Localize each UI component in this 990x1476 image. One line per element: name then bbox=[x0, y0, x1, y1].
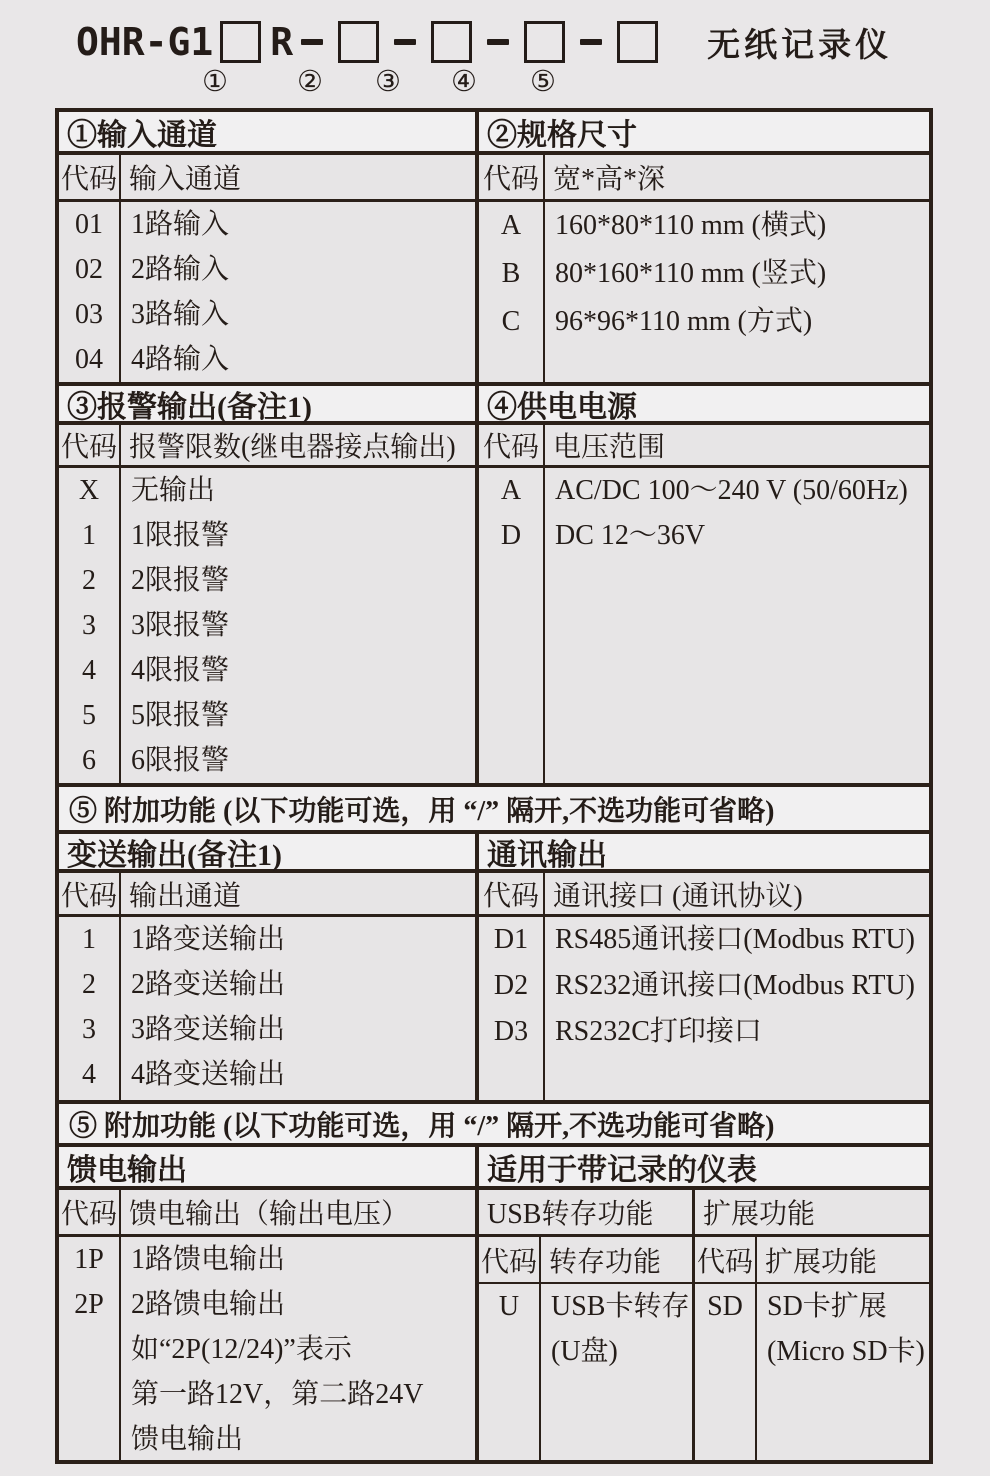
ordering-table bbox=[55, 108, 933, 1464]
col-header-code: 代码 bbox=[479, 1237, 541, 1282]
header-row bbox=[59, 155, 475, 202]
model-code-box-4 bbox=[524, 21, 565, 63]
block-alarm-power bbox=[59, 382, 929, 783]
code-cell: D2 bbox=[493, 970, 529, 1001]
section-comm-output bbox=[479, 834, 929, 1100]
model-name: OHR-G1 bbox=[76, 20, 214, 64]
header-row bbox=[59, 1190, 475, 1237]
desc-cell: (U盘) bbox=[551, 1336, 618, 1367]
desc-cell: 2路馈电输出 bbox=[131, 1289, 286, 1320]
code-cell: X bbox=[78, 475, 100, 506]
col-header-desc: 通讯接口 (通讯协议) bbox=[553, 880, 803, 912]
desc-column bbox=[545, 202, 929, 382]
col-header-desc: 转存功能 bbox=[549, 1246, 662, 1278]
record-feature-groups bbox=[479, 1190, 929, 1460]
desc-cell: 4路变送输出 bbox=[131, 1059, 286, 1090]
desc-cell: 2路变送输出 bbox=[131, 969, 286, 1000]
desc-cell: AC/DC 100～240 V (50/60Hz) bbox=[555, 475, 908, 506]
code-column bbox=[479, 1284, 541, 1460]
header-row bbox=[479, 873, 929, 917]
section-body bbox=[479, 202, 929, 382]
desc-cell: USB卡转存 bbox=[551, 1291, 690, 1322]
group-body bbox=[695, 1284, 929, 1460]
header-row bbox=[59, 425, 475, 468]
code-cell: 2P bbox=[74, 1289, 104, 1320]
desc-cell: 2路输入 bbox=[131, 254, 230, 285]
code-cell: 3 bbox=[82, 1014, 96, 1045]
code-cell: 5 bbox=[82, 700, 96, 731]
desc-cell: 2限报警 bbox=[131, 565, 230, 596]
section-body bbox=[59, 468, 475, 783]
desc-cell: 无输出 bbox=[131, 475, 216, 506]
code-column bbox=[479, 917, 545, 1100]
desc-cell: 96*96*110 mm (方式) bbox=[555, 306, 813, 337]
code-cell: 2 bbox=[82, 565, 96, 596]
section-body bbox=[479, 468, 929, 783]
code-cell: C bbox=[501, 306, 521, 337]
section-body bbox=[59, 1237, 475, 1460]
code-cell: 03 bbox=[75, 299, 103, 330]
code-cell: 6 bbox=[82, 745, 96, 776]
code-cell: 3 bbox=[82, 610, 96, 641]
section-body bbox=[479, 917, 929, 1100]
product-name: 无纸记录仪 bbox=[707, 27, 893, 64]
code-column bbox=[695, 1284, 757, 1460]
note-line: 馈电输出 bbox=[131, 1424, 244, 1455]
addon-functions-banner: ⑤ 附加功能 (以下功能可选，用 “/” 隔开,不选功能可省略) bbox=[59, 1100, 929, 1143]
desc-cell: SD卡扩展 bbox=[767, 1291, 887, 1322]
code-column bbox=[59, 1237, 121, 1460]
desc-column bbox=[541, 1284, 692, 1460]
col-header-desc: 馈电输出（输出电压） bbox=[129, 1199, 410, 1230]
code-cell: 04 bbox=[75, 344, 103, 375]
desc-column bbox=[121, 917, 475, 1100]
note-line: 如“2P(12/24)”表示 bbox=[131, 1334, 352, 1365]
position-label-2: ② bbox=[297, 66, 323, 98]
model-code-box-5 bbox=[617, 21, 658, 63]
desc-column bbox=[121, 1237, 475, 1460]
header-row bbox=[479, 425, 929, 468]
desc-cell: 4路输入 bbox=[131, 344, 230, 375]
block-input-dimensions bbox=[59, 112, 929, 382]
desc-cell: 1限报警 bbox=[131, 520, 230, 551]
dash-separator bbox=[487, 39, 509, 45]
desc-cell: 6限报警 bbox=[131, 745, 230, 776]
note-line: 第一路12V，第二路24V bbox=[131, 1379, 424, 1410]
col-header-desc: 宽*高*深 bbox=[553, 164, 666, 195]
desc-column bbox=[757, 1284, 929, 1460]
model-code-box-2 bbox=[338, 21, 379, 63]
code-cell: 1P bbox=[74, 1244, 104, 1275]
block-transmit-comm bbox=[59, 830, 929, 1100]
col-header-code: 代码 bbox=[59, 873, 121, 914]
desc-column bbox=[121, 468, 475, 783]
group-sd-expansion bbox=[695, 1190, 929, 1460]
header-row bbox=[695, 1237, 929, 1284]
header-row bbox=[479, 155, 929, 202]
section-record-features bbox=[479, 1147, 929, 1460]
col-header-desc: 输出通道 bbox=[129, 880, 242, 912]
code-cell: D3 bbox=[493, 1016, 529, 1047]
section-alarm-output bbox=[59, 386, 479, 783]
desc-cell: 1路变送输出 bbox=[131, 924, 286, 955]
section-body bbox=[59, 917, 475, 1100]
group-title-sd: 扩展功能 bbox=[695, 1190, 929, 1237]
section-title-record-features: 适用于带记录的仪表 bbox=[479, 1147, 929, 1190]
code-cell: 4 bbox=[82, 1059, 96, 1090]
section-title-input-channels: ①输入通道 bbox=[59, 112, 475, 155]
col-header-code: 代码 bbox=[479, 155, 545, 199]
desc-cell: 3限报警 bbox=[131, 610, 230, 641]
section-title-dimensions: ②规格尺寸 bbox=[479, 112, 929, 155]
desc-cell: RS232通讯接口(Modbus RTU) bbox=[555, 970, 916, 1001]
code-cell: 2 bbox=[82, 969, 96, 1000]
section-dimensions bbox=[479, 112, 929, 382]
col-header-desc: 输入通道 bbox=[129, 164, 242, 195]
section-input-channels bbox=[59, 112, 479, 382]
code-column bbox=[59, 202, 121, 382]
position-label-1: ① bbox=[202, 66, 228, 98]
col-header-code: 代码 bbox=[479, 873, 545, 914]
section-transmit-output bbox=[59, 834, 479, 1100]
desc-column bbox=[545, 917, 929, 1100]
code-cell: B bbox=[501, 258, 521, 289]
code-cell: 1 bbox=[82, 924, 96, 955]
section-title-feed-output: 馈电输出 bbox=[59, 1147, 475, 1190]
col-header-desc: 扩展功能 bbox=[765, 1246, 878, 1278]
section-title-comm-output: 通讯输出 bbox=[479, 834, 929, 873]
desc-cell: RS485通讯接口(Modbus RTU) bbox=[555, 924, 916, 955]
section-body bbox=[59, 202, 475, 382]
group-usb-transfer bbox=[479, 1190, 695, 1460]
col-header-code: 代码 bbox=[479, 425, 545, 465]
code-column bbox=[59, 468, 121, 783]
desc-cell: 4限报警 bbox=[131, 655, 230, 686]
desc-cell: 160*80*110 mm (横式) bbox=[555, 210, 827, 241]
code-cell: 01 bbox=[75, 209, 103, 240]
model-r-label: R bbox=[270, 20, 294, 64]
code-cell: 02 bbox=[75, 254, 103, 285]
col-header-desc: 电压范围 bbox=[553, 432, 666, 463]
code-column bbox=[479, 202, 545, 382]
section-title-transmit-output: 变送输出(备注1) bbox=[59, 834, 475, 873]
code-cell: U bbox=[498, 1291, 520, 1322]
code-cell: D bbox=[500, 520, 522, 551]
header-row bbox=[479, 1237, 692, 1284]
code-cell: D1 bbox=[493, 924, 529, 955]
position-label-4: ④ bbox=[451, 66, 477, 98]
model-code-line bbox=[76, 18, 892, 66]
section-title-alarm-output: ③报警输出(备注1) bbox=[59, 386, 475, 425]
desc-cell: 3路输入 bbox=[131, 299, 230, 330]
block-feed-record bbox=[59, 1143, 929, 1460]
model-code-box-1 bbox=[220, 21, 261, 63]
model-code-box-3 bbox=[431, 21, 472, 63]
desc-cell: 5限报警 bbox=[131, 700, 230, 731]
desc-cell: 1路馈电输出 bbox=[131, 1244, 286, 1275]
col-header-code: 代码 bbox=[59, 155, 121, 199]
desc-column bbox=[545, 468, 929, 783]
position-label-3: ③ bbox=[375, 66, 401, 98]
code-cell: 1 bbox=[82, 520, 96, 551]
desc-cell: (Micro SD卡) bbox=[767, 1336, 925, 1367]
dash-separator bbox=[394, 39, 416, 45]
desc-column bbox=[121, 202, 475, 382]
dash-separator bbox=[580, 39, 602, 45]
desc-cell: 1路输入 bbox=[131, 209, 230, 240]
addon-functions-banner: ⑤ 附加功能 (以下功能可选，用 “/” 隔开,不选功能可省略) bbox=[59, 783, 929, 830]
code-cell: A bbox=[500, 475, 522, 506]
section-title-power-supply: ④供电电源 bbox=[479, 386, 929, 425]
code-cell: A bbox=[500, 210, 522, 241]
col-header-code: 代码 bbox=[59, 1190, 121, 1234]
group-title-usb: USB转存功能 bbox=[479, 1190, 692, 1237]
header-row bbox=[59, 873, 475, 917]
code-cell: SD bbox=[707, 1291, 743, 1322]
col-header-desc: 报警限数(继电器接点输出) bbox=[129, 432, 456, 463]
desc-cell: DC 12～36V bbox=[555, 520, 706, 551]
desc-cell: 80*160*110 mm (竖式) bbox=[555, 258, 827, 289]
position-label-5: ⑤ bbox=[530, 66, 556, 98]
dash-separator bbox=[301, 39, 323, 45]
section-power-supply bbox=[479, 386, 929, 783]
code-cell: 4 bbox=[82, 655, 96, 686]
desc-cell: 3路变送输出 bbox=[131, 1014, 286, 1045]
code-column bbox=[479, 468, 545, 783]
section-feed-output bbox=[59, 1147, 479, 1460]
group-body bbox=[479, 1284, 692, 1460]
col-header-code: 代码 bbox=[695, 1237, 757, 1282]
desc-cell: RS232C打印接口 bbox=[555, 1016, 762, 1047]
code-column bbox=[59, 917, 121, 1100]
col-header-code: 代码 bbox=[59, 425, 121, 465]
